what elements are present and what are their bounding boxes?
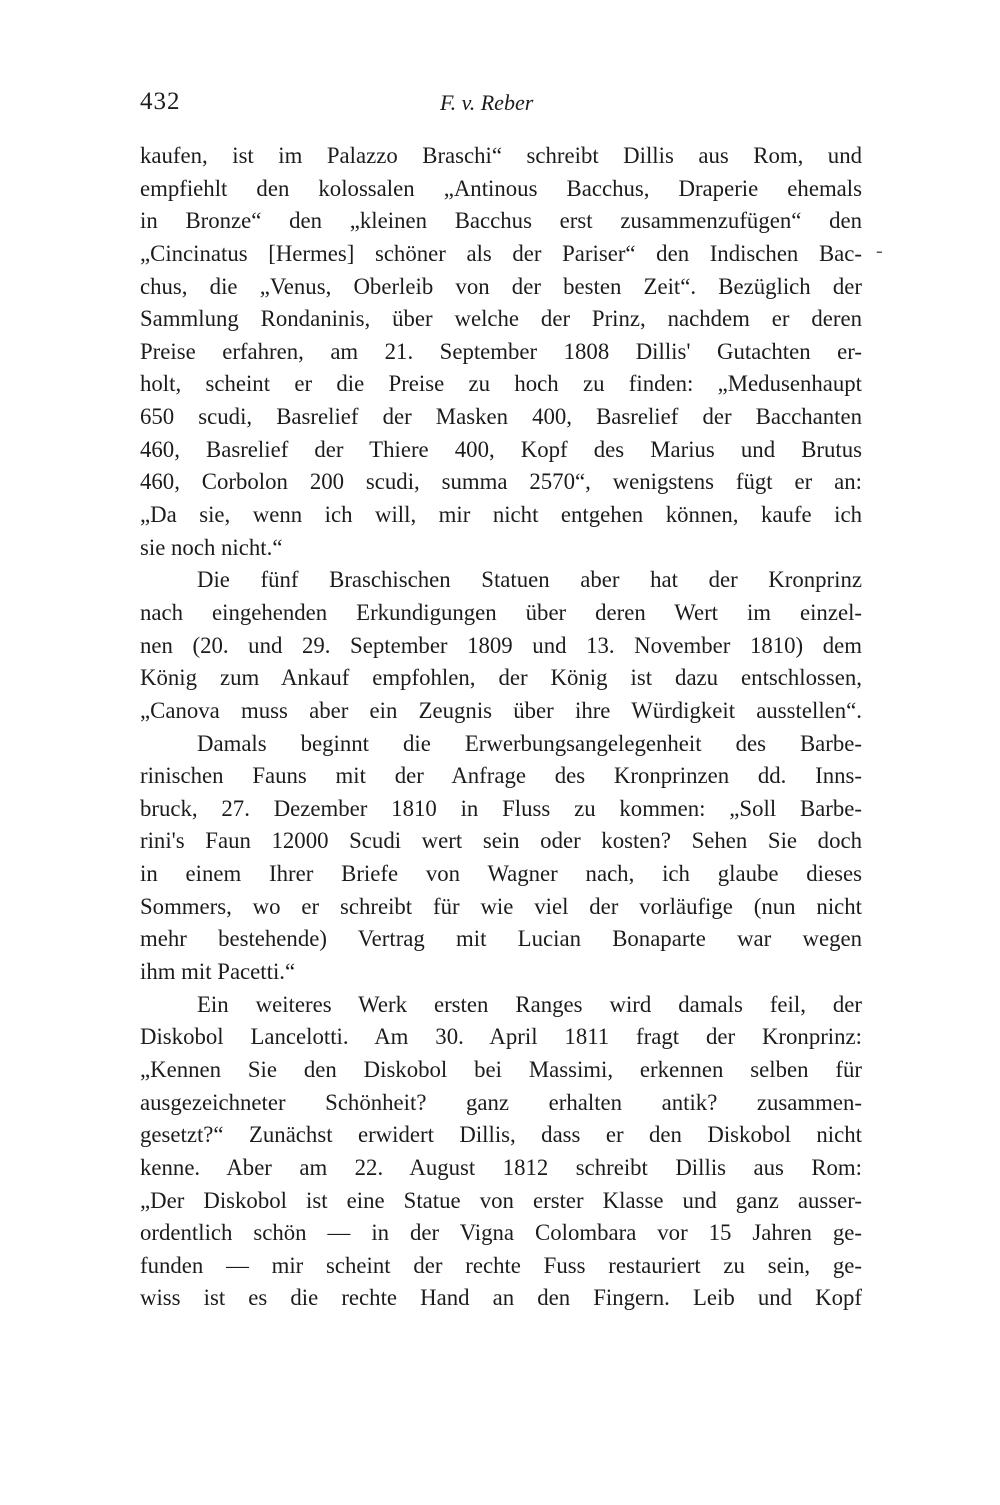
page-header [0, 88, 1000, 118]
text-line: 460, Corbolon 200 scudi, summa 2570“, wenigstens fügt er an: [140, 469, 862, 495]
text-line: gesetzt?“ Zunächst erwidert Dillis, dass er den Diskobol nicht [140, 1122, 862, 1148]
text-line: „Kennen Sie den Diskobol bei Massimi, erkennen selben für [140, 1056, 862, 1082]
running-head: F. v. Reber [440, 90, 534, 115]
text-line: nach eingehenden Erkundigungen über deren Wert im einzel- [140, 599, 862, 625]
text-line: Ein weiteres Werk ersten Ranges wird damals feil, der [197, 991, 862, 1017]
text-line: „Der Diskobol ist eine Statue von erster Klasse und ganz ausser- [140, 1187, 862, 1213]
text-line: Diskobol Lancelotti. Am 30. April 1811 fragt der Kronprinz: [140, 1024, 862, 1050]
text-line: kenne. Aber am 22. August 1812 schreibt Dillis aus Rom: [140, 1154, 862, 1180]
text-line: kaufen, ist im Palazzo Braschi“ schreibt Dillis aus Rom, und [140, 143, 862, 168]
text-line: wiss ist es die rechte Hand an den Fingern. Leib und Kopf [140, 1285, 862, 1311]
text-line: „Cincinatus [Hermes] schöner als der Pariser“ den Indischen Bac- [140, 240, 862, 266]
text-line: Preise erfahren, am 21. September 1808 Dillis' Gutachten er- [140, 338, 862, 364]
text-line: sie noch nicht.“ [140, 534, 283, 560]
body-text [140, 140, 862, 1315]
text-line: in einem Ihrer Briefe von Wagner nach, ich glaube dieses [140, 861, 862, 887]
text-line: chus, die „Venus, Oberleib von der besten Zeit“. Bezüglich der [140, 273, 862, 299]
text-line: König zum Ankauf empfohlen, der König ist dazu entschlossen, [140, 665, 862, 691]
text-line: „Da sie, wenn ich will, mir nicht entgehen können, kaufe ich [140, 502, 862, 528]
margin-mark: - [876, 240, 883, 262]
text-line: holt, scheint er die Preise zu hoch zu finden: „Medusenhaupt [140, 371, 862, 397]
text-line: Sammlung Rondaninis, über welche der Prinz, nachdem er deren [140, 306, 862, 332]
text-line: „Canova muss aber ein Zeugnis über ihre Würdigkeit ausstellen“. [140, 697, 862, 723]
text-line: 650 scudi, Basrelief der Masken 400, Basrelief der Bacchanten [140, 404, 862, 430]
text-line: empfiehlt den kolossalen „Antinous Bacchus, Draperie ehemals [140, 175, 862, 201]
text-line: funden — mir scheint der rechte Fuss restauriert zu sein, ge- [140, 1252, 862, 1278]
text-line: ihm mit Pacetti.“ [140, 959, 296, 985]
text-line: rinischen Fauns mit der Anfrage des Kronprinzen dd. Inns- [140, 763, 862, 789]
text-line: Die fünf Braschischen Statuen aber hat der Kronprinz [197, 567, 862, 593]
text-line: 460, Basrelief der Thiere 400, Kopf des Marius und Brutus [140, 436, 862, 462]
text-line: nen (20. und 29. September 1809 und 13. November 1810) dem [140, 632, 862, 658]
text-line: Damals beginnt die Erwerbungsangelegenheit des Barbe- [197, 730, 862, 756]
text-line: rini's Faun 12000 Scudi wert sein oder kosten? Sehen Sie doch [140, 828, 862, 854]
text-line: ordentlich schön — in der Vigna Colombara vor 15 Jahren ge- [140, 1220, 862, 1246]
text-line: ausgezeichneter Schönheit? ganz erhalten antik? zusammen- [140, 1089, 862, 1115]
text-line: mehr bestehende) Vertrag mit Lucian Bonaparte war wegen [140, 926, 862, 952]
page-number: 432 [140, 88, 181, 115]
text-line: bruck, 27. Dezember 1810 in Fluss zu kommen: „Soll Barbe- [140, 795, 862, 821]
text-line: in Bronze“ den „kleinen Bacchus erst zusammenzufügen“ den [140, 208, 862, 234]
text-line: Sommers, wo er schreibt für wie viel der vorläufige (nun nicht [140, 893, 862, 919]
